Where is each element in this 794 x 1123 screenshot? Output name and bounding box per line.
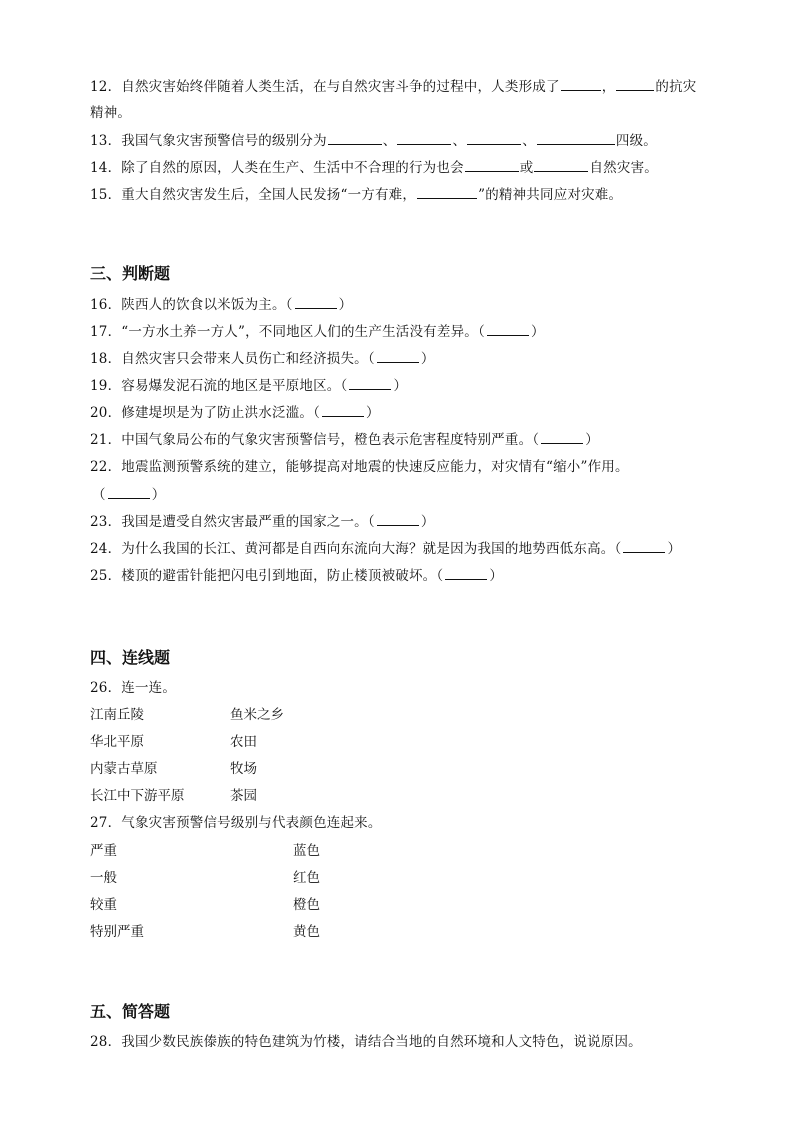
question-25 xyxy=(90,566,503,585)
answer-blank[interactable] xyxy=(487,322,529,336)
match-right-item[interactable]: 牧场 xyxy=(230,761,257,777)
paren-open: （ xyxy=(92,487,106,503)
paren-close: ） xyxy=(366,405,380,421)
question-22-cont xyxy=(92,485,165,504)
answer-blank[interactable] xyxy=(445,566,487,580)
question-text: 17．“一方水土养一方人”，不同地区人们的生产生活没有差异。（ xyxy=(90,324,485,340)
paren-close: ） xyxy=(338,297,353,313)
question-text: 12．自然灾害始终伴随着人类生活，在与自然灾害斗争的过程中，人类形成了 xyxy=(90,79,560,95)
question-text: 或 xyxy=(519,160,534,176)
match-left-item[interactable]: 江南丘陵 xyxy=(90,707,144,723)
paren-close: ） xyxy=(585,432,599,448)
question-text: 23．我国是遭受自然灾害最严重的国家之一。（ xyxy=(90,514,375,530)
match-left-item[interactable]: 严重 xyxy=(90,843,117,859)
answer-blank[interactable] xyxy=(377,349,419,363)
question-text: 13．我国气象灾害预警信号的级别分为 xyxy=(90,133,327,149)
match-right-item[interactable]: 橙色 xyxy=(293,897,320,913)
question-text: 25．楼顶的避雷针能把闪电引到地面，防止楼顶被破坏。（ xyxy=(90,568,444,584)
separator: 、 xyxy=(522,133,536,149)
match-left-item[interactable]: 一般 xyxy=(90,870,117,886)
question-text: 20．修建堤坝是为了防止洪水泛滥。（ xyxy=(90,405,321,421)
answer-blank[interactable] xyxy=(328,131,382,145)
question-15 xyxy=(90,185,622,204)
question-12 xyxy=(90,77,697,96)
question-text: 18．自然灾害只会带来人员伤亡和经济损失。（ xyxy=(90,351,375,367)
question-text: 21．中国气象局公布的气象灾害预警信号，橙色表示危害程度特别严重。（ xyxy=(90,432,540,448)
match-right-item[interactable]: 农田 xyxy=(230,734,257,750)
question-text: 22．地震监测预警系统的建立，能够提高对地震的快速反应能力，对灾情有“缩小”作用。 xyxy=(90,459,629,475)
section-title: 三、判断题 xyxy=(90,264,171,283)
separator: 、 xyxy=(452,133,467,149)
answer-blank[interactable] xyxy=(465,158,519,172)
paren-close: ） xyxy=(530,324,545,340)
question-22 xyxy=(90,458,629,476)
question-13 xyxy=(90,131,657,150)
question-27: 27．气象灾害预警信号级别与代表颜色连起来。 xyxy=(90,815,382,831)
answer-blank[interactable] xyxy=(623,539,665,553)
section-title: 五、简答题 xyxy=(90,1002,171,1021)
question-12-cont xyxy=(90,104,131,122)
question-text: 19．容易爆发泥石流的地区是平原地区。（ xyxy=(90,378,348,394)
question-text: 14．除了自然的原因，人类在生产、生活中不合理的行为也会 xyxy=(90,160,464,176)
match-left-item[interactable]: 长江中下游平原 xyxy=(90,788,185,804)
answer-blank[interactable] xyxy=(108,485,150,499)
answer-blank[interactable] xyxy=(534,158,588,172)
match-right-item[interactable]: 红色 xyxy=(293,870,320,886)
paren-close: ） xyxy=(420,514,435,530)
question-26: 26．连一连。 xyxy=(90,680,177,696)
answer-blank[interactable] xyxy=(537,131,615,145)
section-title: 四、连线题 xyxy=(90,648,171,667)
question-text: ”的精神共同应对灾难。 xyxy=(478,187,623,203)
answer-blank[interactable] xyxy=(322,403,364,417)
paren-close: ） xyxy=(151,487,166,503)
question-text: 24．为什么我国的长江、黄河都是自西向东流向大海？就是因为我国的地势西低东高。（ xyxy=(90,541,622,557)
paren-close: ） xyxy=(489,568,504,584)
match-right-item[interactable]: 黄色 xyxy=(293,924,320,940)
question-17 xyxy=(90,322,545,341)
answer-blank[interactable] xyxy=(417,185,477,199)
match-right-item[interactable]: 鱼米之乡 xyxy=(230,707,284,723)
match-right-item[interactable]: 蓝色 xyxy=(293,843,320,859)
answer-blank[interactable] xyxy=(616,77,654,91)
question-14 xyxy=(90,158,658,177)
answer-blank[interactable] xyxy=(561,77,601,91)
question-text: 的抗灾 xyxy=(655,79,697,95)
answer-blank[interactable] xyxy=(377,512,419,526)
question-16 xyxy=(90,295,352,314)
question-text: 15．重大自然灾害发生后，全国人民发扬“一方有难， xyxy=(90,187,417,203)
paren-close: ） xyxy=(393,378,408,394)
match-left-item[interactable]: 特别严重 xyxy=(90,924,144,940)
question-18 xyxy=(90,349,435,368)
match-left-item[interactable]: 华北平原 xyxy=(90,734,144,750)
question-28: 28．我国少数民族傣族的特色建筑为竹楼，请结合当地的自然环境和人文特色，说说原因。 xyxy=(90,1034,642,1050)
paren-close: ） xyxy=(420,351,435,367)
question-20 xyxy=(90,403,380,422)
separator: 、 xyxy=(382,133,397,149)
question-23 xyxy=(90,512,435,531)
match-left-item[interactable]: 较重 xyxy=(90,897,117,913)
answer-blank[interactable] xyxy=(349,376,391,390)
answer-blank[interactable] xyxy=(467,131,521,145)
answer-blank[interactable] xyxy=(295,295,337,309)
question-19 xyxy=(90,376,407,395)
question-24 xyxy=(90,539,681,558)
question-text: 16．陕西人的饮食以米饭为主。（ xyxy=(90,297,293,313)
question-text: 精神。 xyxy=(90,105,132,121)
match-right-item[interactable]: 茶园 xyxy=(230,788,257,804)
question-text: 四级。 xyxy=(615,133,657,149)
match-left-item[interactable]: 内蒙古草原 xyxy=(90,761,158,777)
question-21 xyxy=(90,430,599,449)
question-text: ， xyxy=(601,79,616,95)
paren-close: ） xyxy=(667,541,682,557)
answer-blank[interactable] xyxy=(541,430,583,444)
question-text: 自然灾害。 xyxy=(589,160,658,176)
answer-blank[interactable] xyxy=(397,131,451,145)
